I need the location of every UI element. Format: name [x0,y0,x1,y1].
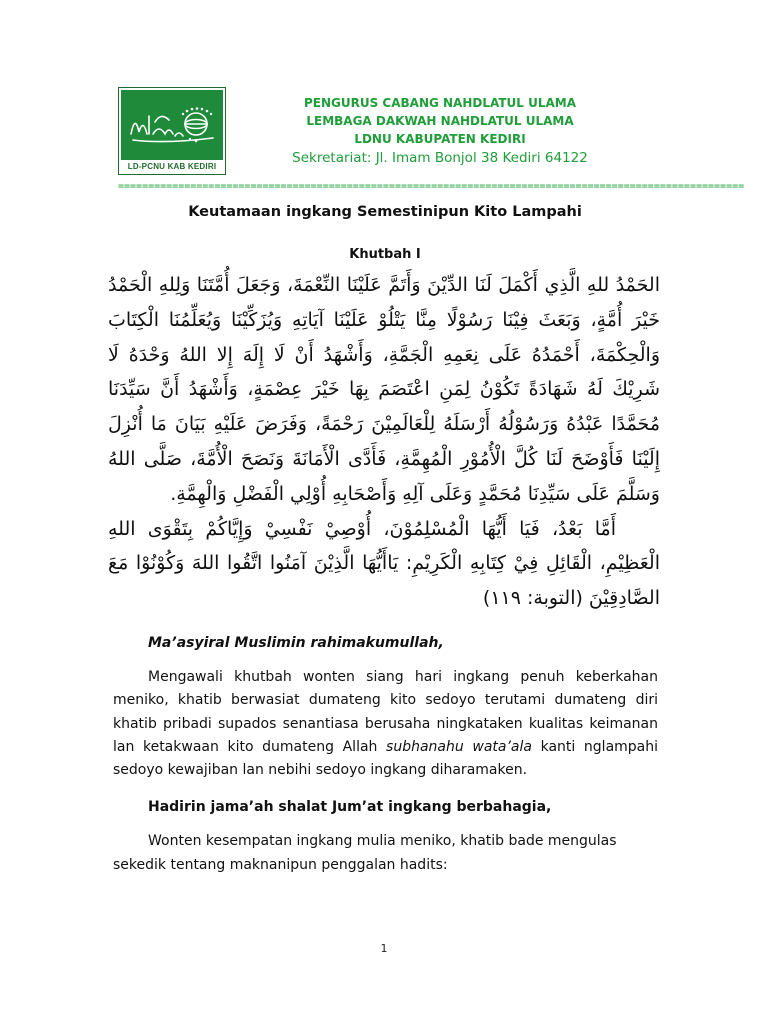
letterhead-line-1: PENGURUS CABANG NAHDLATUL ULAMA [303,96,577,110]
body-paragraph-1 [113,666,658,782]
letterhead-block [290,94,590,168]
letterhead-address: Sekretariat: Jl. Imam Bonjol 38 Kediri 64122 [292,150,588,166]
body-paragraph-2: Wonten kesempatan ingkang mulia meniko, khatib bade mengulas sekedik tentang maknanipun penggalan hadits: [113,833,617,873]
letterhead-line-3: LDNU KABUPATEN KEDIRI [354,132,526,146]
body-text-block [113,632,658,877]
body-paragraph-1-italic: subhanahu wata’ala [386,738,532,755]
page-number: 1 [380,942,388,955]
arabic-paragraph-2: أَمَّا بَعْدُ، فَيَا أَيُّهَا الْمُسْلِمُوْنَ، أُوْصِيْ نَفْسِيْ وَإِيَّاكُمْ بِتَقْوَى اللهِ الْعَظِيْمِ، الْقَائِلِ فِيْ كِتَابِهِ الْكَرِيْمِ: يَاأَيُّهَا الَّذِيْنَ آمَنُوا اتَّقُوا اللهَ وَكُوْنُوْا مَعَ الصَّادِقِيْنَ (التوبة: ١١٩) [108,517,660,610]
logo-caption: LD-PCNU KAB KEDIRI [127,162,217,171]
arabic-paragraph-1: الحَمْدُ للهِ الَّذِي أَكْمَلَ لَنَا الدِّيْنَ وَأَتَمَّ عَلَيْنَا النِّعْمَةَ، وَجَعَلَ أُمَّتَنَا وَلِلهِ الْحَمْدُ خَيْرَ أُمَّةٍ، وَبَعَثَ فِيْنَا رَسُوْلًا مِنَّا يَتْلُوْ عَلَيْنَا آيَاتِهِ وَيُزَكِّيْنَا وَيُعَلِّمُنَا الْكِتَابَ وَالْحِكْمَةَ، أَحْمَدُهُ عَلَى نِعَمِهِ الْجَمَّةِ، وَأَشْهَدُ أَنْ لَا إِلَهَ إِلا اللهُ وَحْدَهُ لَا شَرِيْكَ لَهُ شَهَادَةً تَكُوْنُ لِمَنِ اعْتَصَمَ بِهَا خَيْرَ عِصْمَةٍ، وَأَشْهَدُ أَنَّ سَيِّدَنَا مُحَمَّدًا عَبْدُهُ وَرَسُوْلُهُ أَرْسَلَهُ لِلْعَالَمِيْنَ رَحْمَةً، وَفَرَضَ عَلَيْهِ بَيَانَ مَا أُنْزِلَ إِلَيْنَا فَأَوْضَحَ لَنَا كُلَّ الْأُمُوْرِ الْمُهِمَّةِ، فَأَدَّى الْأَمَانَةَ وَنَصَحَ الْأُمَّةَ، صَلَّى اللهُ وَسَلَّمَ عَلَى سَيِّدِنَا مُحَمَّدٍ وَعَلَى آلِهِ وَأَصْحَابِهِ أُوْلِي الْفَضْلِ وَالْهِمَّةِ. [108,274,660,505]
arabic-text-block [108,268,660,616]
logo-emblem-field [121,90,223,160]
body-paragraph-1-end: kanti nglampahi sedoyo kewajiban lan nebihi sedoyo ingkang diharamaken. [113,738,659,779]
section-heading: Khutbah I [349,247,421,262]
salutation-2: Hadirin jama’ah shalat Jum’at ingkang berbahagia, [148,799,552,816]
document-title: Keutamaan ingkang Semestinipun Kito Lampahi [188,204,582,220]
organization-logo [118,87,226,175]
letterhead-line-2: LEMBAGA DAKWAH NAHDLATUL ULAMA [306,114,574,128]
body-paragraph-1-text: Mengawali khutbah wonten siang hari ingkang penuh keberkahan meniko, khatib berwasiat dumateng kito sedoyo terutami dumateng diri khatib pribadi supados senantiasa berusaha ningkataken kualitas keimanan lan ketakwaan kito dumateng Allah [113,669,658,755]
salutation-1: Ma’asyiral Muslimin rahimakumullah, [148,635,444,651]
nahdlatul-ulama-emblem-icon [125,104,219,146]
letterhead-divider: ======================================================================================================== [118,181,745,192]
